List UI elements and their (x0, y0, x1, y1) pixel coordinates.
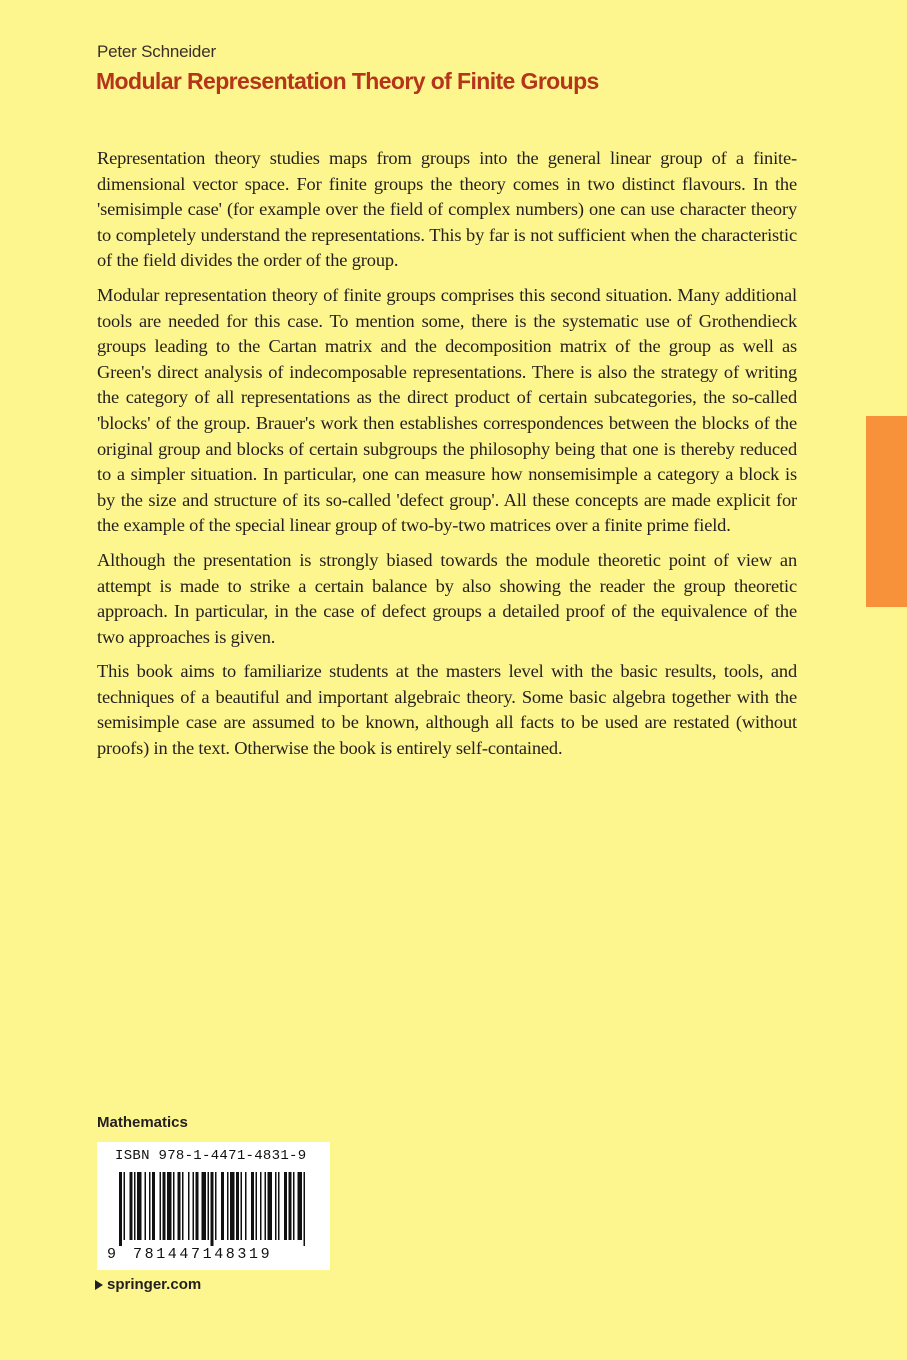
barcode-bar (211, 1172, 214, 1246)
color-tab (866, 416, 907, 607)
barcode-bar (241, 1172, 243, 1240)
barcode-bar (298, 1172, 303, 1240)
barcode-bar (215, 1172, 217, 1240)
barcode-bar (130, 1172, 133, 1240)
author-name: Peter Schneider (97, 42, 216, 61)
blurb-paragraph-3: Although the presentation is strongly biased towards the module theoretic point of view an attempt is made to strike a certain balance by also showing the reader the group theoretic approach. In particular, in the case of defect groups a detailed proof of the equivalence of the two approaches is given. (97, 549, 797, 647)
barcode-bar (178, 1172, 181, 1240)
barcode-bar (236, 1172, 239, 1240)
blurb-text (97, 146, 797, 771)
ean-first-digit: 9 (107, 1246, 117, 1263)
barcode-bar (163, 1172, 166, 1240)
blurb-paragraph-4: This book aims to familiarize students at the masters level with the basic results, tools, and techniques of a beautiful and important algebraic theory. Some basic algebra together with the semisimple case are assumed to be known, although all facts to be used are restated (without proofs) in the text. Otherwise the book is entirely self-contained. (97, 661, 797, 759)
barcode-bar (289, 1172, 292, 1240)
isbn-label: ISBN 978-1-4471-4831-9 (115, 1148, 307, 1164)
barcode-bar (193, 1172, 195, 1240)
barcode-bar (284, 1172, 287, 1240)
barcode-bar (134, 1172, 136, 1240)
barcode-bar (208, 1172, 210, 1240)
barcode-bar (245, 1172, 247, 1240)
book-title: Modular Representation Theory of Finite Groups (96, 68, 599, 94)
barcode-bar (160, 1172, 162, 1240)
barcode-bar (173, 1172, 175, 1240)
barcode-bar (268, 1172, 273, 1240)
barcode-bar (230, 1172, 235, 1240)
barcode-bar (256, 1172, 258, 1240)
barcode-bar (152, 1172, 155, 1240)
barcode-bar (167, 1172, 172, 1240)
subject-category: Mathematics (97, 1114, 188, 1131)
barcode-bar (119, 1172, 122, 1246)
barcode-bar (251, 1172, 254, 1240)
barcode-bar (145, 1172, 147, 1240)
barcode-bar (202, 1172, 207, 1240)
barcode-bar (137, 1172, 142, 1240)
barcode-bar (124, 1172, 126, 1240)
barcode-bar (149, 1172, 151, 1240)
blurb-paragraph-1: Representation theory studies maps from groups into the general linear group of a finite-dimensional vector space. For finite groups the theory comes in two distinct flavours. In the 'semisimple case' (for example over the field of complex numbers) one can use character theory to completely understand the representations. This by far is not sufficient when the characteristic of the field divides the order of the group. (97, 148, 797, 271)
arrow-right-icon (95, 1280, 103, 1290)
barcode-bar (227, 1172, 229, 1240)
blurb-paragraph-2: Modular representation theory of finite groups comprises this second situation. Many additional tools are needed for this case. To mention some, there is the systematic use of Grothendieck groups leading to the Cartan matrix and the decomposition matrix of the group as well as Green's direct analysis of indecomposable representations. There is also the strategy of writing the category of all representations as the direct product of certain subcategories, the so-called 'blocks' of the group. Brauer's work then establishes correspondences between the blocks of the original group and blocks of certain subgroups the philosophy being that one is thereby reduced to a simpler situation. In particular, one can measure how nonsemisimple a category a block is by the size and structure of its so-called 'defect group'. All these concepts are made explicit for the example of the special linear group of two-by-two matrices over a finite prime field. (97, 284, 797, 536)
barcode-bar (293, 1172, 295, 1240)
barcode-bar (260, 1172, 262, 1240)
barcode-bar (221, 1172, 224, 1240)
barcode-bar (304, 1172, 306, 1246)
barcode-bar (182, 1172, 184, 1240)
barcode-bar (196, 1172, 199, 1240)
publisher-label: springer.com (107, 1276, 202, 1293)
barcode-bar (278, 1172, 280, 1240)
barcode-bar (265, 1172, 267, 1240)
barcode-box (97, 1142, 330, 1270)
ean-digits: 781447148319 (133, 1246, 273, 1263)
barcode-icon (119, 1172, 309, 1246)
publisher-link[interactable] (95, 1276, 201, 1293)
barcode-bar (188, 1172, 190, 1240)
barcode-bar (275, 1172, 277, 1240)
